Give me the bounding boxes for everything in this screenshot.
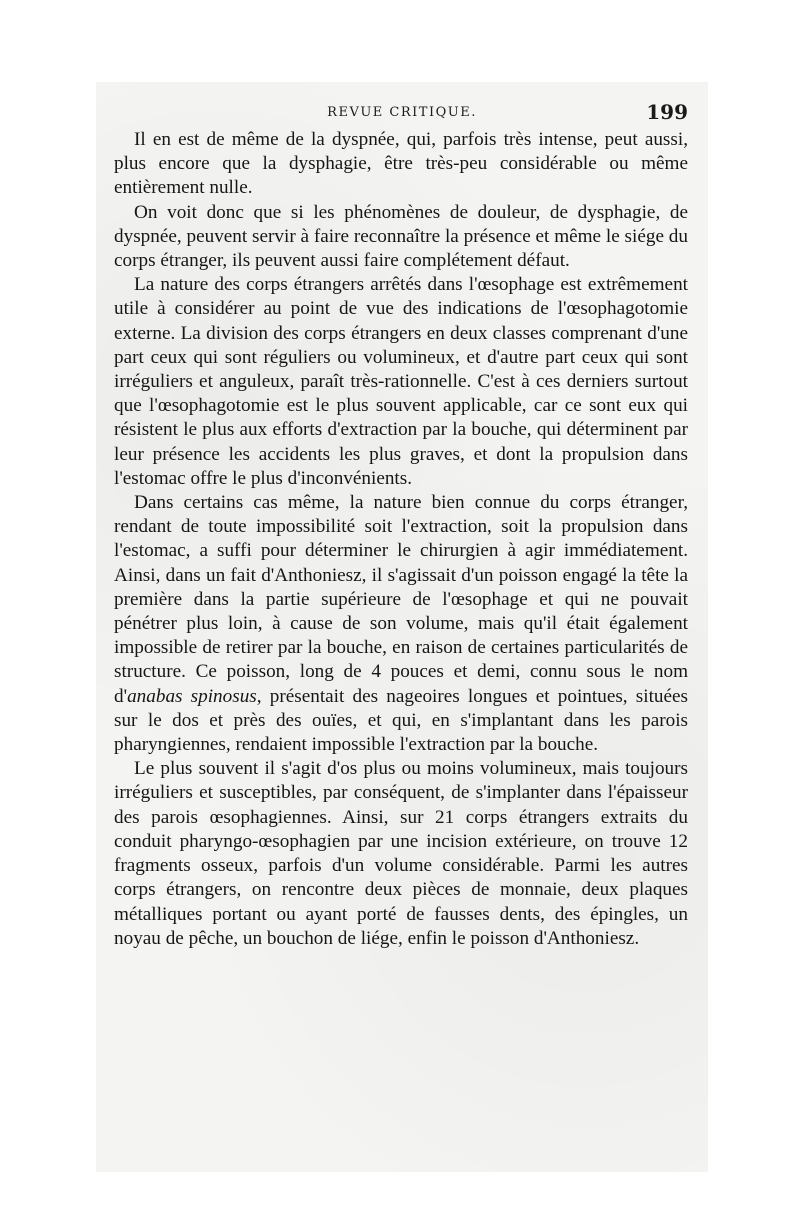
paragraph-text: Il en est de même de la dyspnée, qui, parfois très intense, peut aussi, plus encore que la dysphagie, être très-peu considérable ou même entièrement nulle. — [114, 129, 688, 199]
paragraph — [114, 491, 688, 757]
page-number: 199 — [646, 100, 688, 124]
paragraph — [114, 757, 688, 951]
paragraph — [114, 201, 688, 274]
body-text — [114, 128, 688, 951]
species-name-italic: anabas spinosus — [127, 685, 257, 707]
page-header — [116, 100, 688, 126]
paragraph-text: Dans certains cas même, la nature bien connue du corps étranger, rendant de toute impossibilité soit l'extraction, soit la propulsion dans l'estomac, a suffi pour déterminer le chirurgien à agir immédiatement. Ainsi, dans un fait d'Anthoniesz, il s'agissait d'un poisson engagé la tête la première dans la partie supérieure de l'œsophage et qui ne pouvait pénétrer plus loin, à cause de son volume, mais qu'il était également impossible de retirer par la bouche, en raison de certaines particularités de structure. Ce poisson, long de 4 pouces et demi, connu sous le nom d' — [114, 492, 688, 707]
paragraph-text: La nature des corps étrangers arrêtés dans l'œsophage est extrêmement utile à considérer au point de vue des indications de l'œsophagotomie externe. La division des corps étrangers en deux classes comprenant d'une part ceux qui sont réguliers ou volumineux, et d'autre part ceux qui sont irréguliers et anguleux, paraît très-rationnelle. C'est à ces derniers surtout que l'œsophagotomie est le plus souvent applicable, car ce sont eux qui résistent le plus aux efforts d'extraction par la bouche, qui déterminent par leur présence les accidents les plus graves, et dont la propulsion dans l'estomac offre le plus d'inconvénients. — [114, 274, 688, 489]
paragraph — [114, 128, 688, 201]
running-head: REVUE CRITIQUE. — [327, 105, 477, 120]
paragraph-text: On voit donc que si les phénomènes de douleur, de dysphagie, de dyspnée, peuvent servir à faire reconnaître la présence et même le siége du corps étranger, ils peuvent aussi faire complétement défaut. — [114, 201, 688, 272]
paragraph — [114, 273, 688, 491]
paragraph-text: , présentait des nageoires longues et pointues, situées sur le dos et près des ouïes, et qui, en s'implantant dans les parois pharyngiennes, rendaient impossible l'extraction par la bouche. — [114, 685, 688, 756]
paragraph-text: Le plus souvent il s'agit d'os plus ou moins volumineux, mais toujours irréguliers et susceptibles, par conséquent, de s'implanter dans l'épaisseur des parois œsophagiennes. Ainsi, sur 21 corps étrangers extraits du conduit pharyngo-œsophagien par une incision extérieure, on trouve 12 fragments osseux, parfois d'un volume considérable. Parmi les autres corps étrangers, on rencontre deux pièces de monnaie, deux plaques métalliques portant ou ayant porté de fausses dents, des épingles, un noyau de pêche, un bouchon de liége, enfin le poisson d'Anthoniesz. — [114, 758, 688, 949]
